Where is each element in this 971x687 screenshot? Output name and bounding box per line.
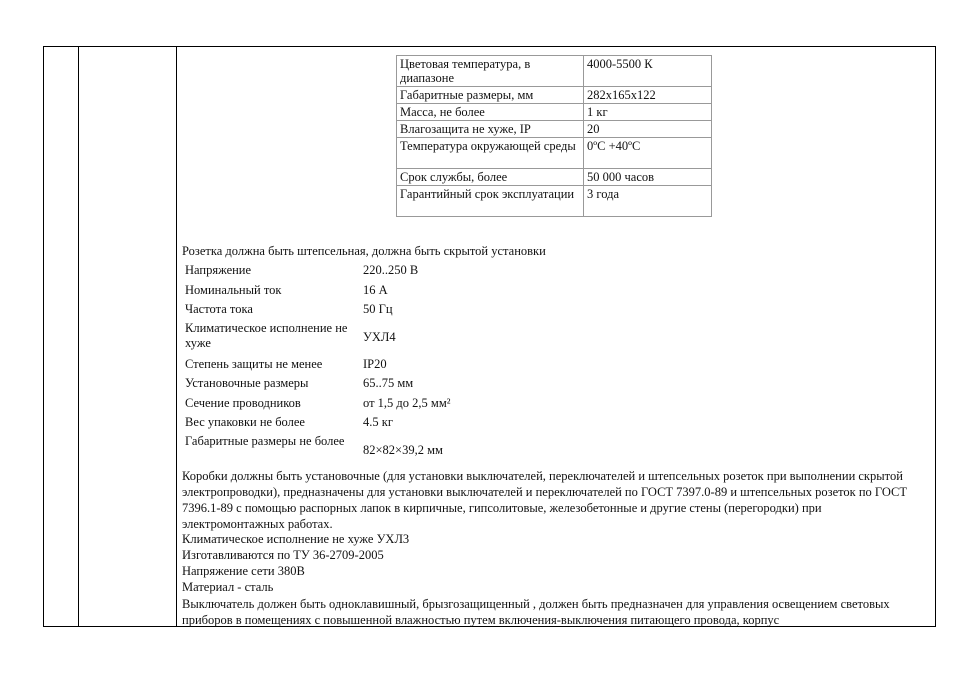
switch-paragraph: Выключатель должен быть одноклавишный, брызгозащищенный , должен быть предназначен для управления освещением световых приборов в помещениях с повышенной влажностью путем включения-выключения питающего провода, корпус bbox=[182, 597, 890, 627]
boxes-line: Изготавливаются по ТУ 36-2709-2005 bbox=[182, 548, 384, 562]
spec-value: 50 000 часов bbox=[584, 169, 712, 186]
socket-param: Напряжение bbox=[185, 263, 252, 277]
spec-param: Габаритные размеры, мм bbox=[397, 87, 584, 104]
spec-param: Влагозащита не хуже, IP bbox=[397, 121, 584, 138]
socket-value: 50 Гц bbox=[363, 302, 393, 316]
table-row bbox=[397, 56, 712, 87]
column-divider-2 bbox=[176, 46, 177, 627]
spec-param: Температура окружающей среды bbox=[397, 138, 584, 169]
spec-param: Масса, не более bbox=[397, 104, 584, 121]
table-row bbox=[397, 186, 712, 217]
table-row bbox=[397, 104, 712, 121]
socket-param: Сечение проводников bbox=[185, 396, 301, 410]
spec-param: Гарантийный срок эксплуатации bbox=[397, 186, 584, 217]
boxes-line: Климатическое исполнение не хуже УХЛ3 bbox=[182, 532, 410, 546]
socket-value: УХЛ4 bbox=[363, 330, 396, 344]
socket-param: Установочные размеры bbox=[185, 376, 309, 390]
boxes-line: Напряжение сети 380В bbox=[182, 564, 305, 578]
boxes-paragraph: Коробки должны быть установочные (для установки выключателей, переключателей и штепсельных розеток при выполнении скрытой электропроводки), предназначены для установки выключателей и переключателей по ГОСТ 7397.0-89 и штепсельных розеток по ГОСТ 7396.1-89 с помощью распорных лапок в кирпичные, гипсолитовые, железобетонные и другие стены (перегородки) при электромонтажных работах. bbox=[182, 469, 907, 531]
lamp-spec-table bbox=[396, 55, 712, 217]
spec-value: 0ºС +40ºС bbox=[584, 138, 712, 169]
socket-param: Габаритные размеры не более bbox=[185, 434, 345, 448]
table-row bbox=[397, 169, 712, 186]
spec-value: 1 кг bbox=[584, 104, 712, 121]
spec-param: Срок службы, более bbox=[397, 169, 584, 186]
socket-param: Номинальный ток bbox=[185, 283, 282, 297]
table-row bbox=[397, 121, 712, 138]
table-row bbox=[397, 138, 712, 169]
socket-param: Частота тока bbox=[185, 302, 253, 316]
column-divider-1 bbox=[78, 46, 79, 627]
spec-param: Цветовая температура, в диапазоне bbox=[397, 56, 584, 87]
socket-intro: Розетка должна быть штепсельная, должна быть скрытой установки bbox=[182, 244, 546, 258]
spec-value: 282x165x122 bbox=[584, 87, 712, 104]
socket-value: 65..75 мм bbox=[363, 376, 414, 390]
socket-value: 16 А bbox=[363, 283, 388, 297]
socket-param: Вес упаковки не более bbox=[185, 415, 305, 429]
boxes-line: Материал - сталь bbox=[182, 580, 274, 594]
socket-value: IP20 bbox=[363, 357, 387, 371]
socket-value: 4.5 кг bbox=[363, 415, 393, 429]
spec-value: 3 года bbox=[584, 186, 712, 217]
socket-value: 220..250 В bbox=[363, 263, 419, 277]
socket-param: Климатическое исполнение не хуже bbox=[185, 321, 348, 350]
table-row bbox=[397, 87, 712, 104]
socket-param: Степень защиты не менее bbox=[185, 357, 323, 371]
socket-value: от 1,5 до 2,5 мм² bbox=[363, 396, 451, 410]
socket-value: 82×82×39,2 мм bbox=[363, 443, 443, 457]
spec-value: 4000-5500 К bbox=[584, 56, 712, 87]
spec-value: 20 bbox=[584, 121, 712, 138]
